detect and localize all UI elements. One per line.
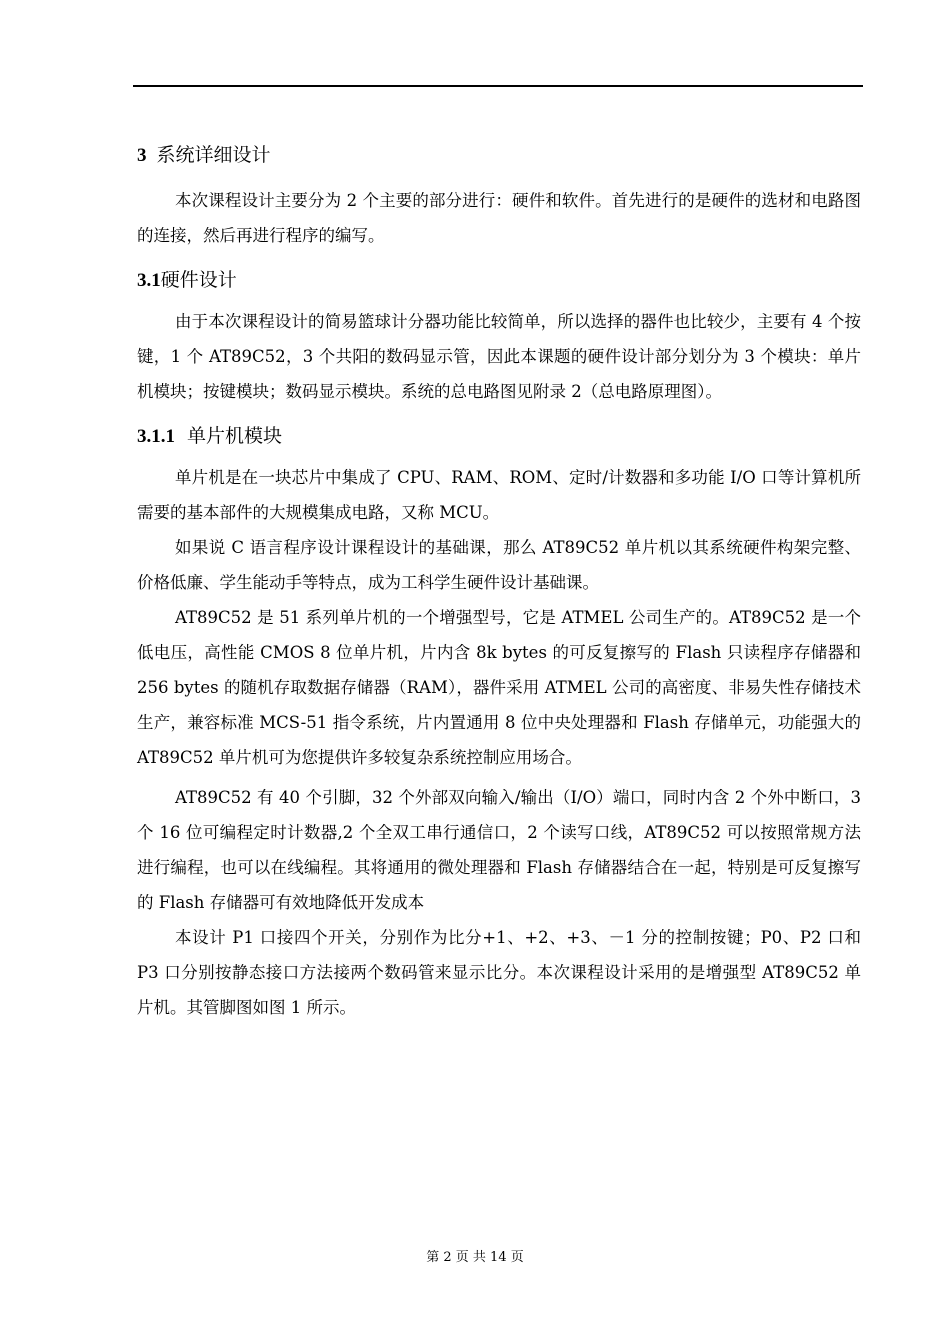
document-body [137, 138, 861, 1025]
subsection-number: 3.1 [137, 270, 161, 291]
subsubsection-title: 单片机模块 [187, 425, 283, 447]
body-paragraph: 本设计 P1 口接四个开关，分别作为比分+1、+2、+3、－1 分的控制按键；P0、P2 口和 P3 口分别按静态接口方法接两个数码管来显示比分。本次课程设计采用的是增强型 AT89C52 单片机。其管脚图如图 1 所示。 [137, 928, 861, 1017]
section-title: 系统详细设计 [156, 144, 271, 166]
page-footer: 第 2 页 共 14 页 [426, 1250, 524, 1265]
header-rule [133, 85, 863, 87]
body-paragraph: 单片机是在一块芯片中集成了 CPU、RAM、ROM、定时/计数器和多功能 I/O 口等计算机所需要的基本部件的大规模集成电路，又称 MCU。 [137, 468, 861, 522]
section-heading [137, 138, 861, 173]
body-paragraph: AT89C52 有 40 个引脚，32 个外部双向输入/输出（I/O）端口，同时内含 2 个外中断口，3 个 16 位可编程定时计数器,2 个全双工串行通信口，2 个读写口线，AT89C52 可以按照常规方法进行编程，也可以在线编程。其将通用的微处理器和 Flash 存储器结合在一起，特别是可反复擦写的 Flash 存储器可有效地降低开发成本 [137, 788, 861, 912]
subsection-heading [137, 263, 861, 298]
subsubsection-number: 3.1.1 [137, 426, 175, 447]
subsection-title: 硬件设计 [160, 269, 237, 291]
subsubsection-heading [137, 419, 861, 454]
body-paragraph: 如果说 C 语言程序设计课程设计的基础课，那么 AT89C52 单片机以其系统硬件构架完整、价格低廉、学生能动手等特点，成为工科学生硬件设计基础课。 [137, 538, 861, 592]
body-paragraph: AT89C52 是 51 系列单片机的一个增强型号，它是 ATMEL 公司生产的。AT89C52 是一个低电压，高性能 CMOS 8 位单片机，片内含 8k bytes 的可反复擦写的 Flash 只读程序存储器和 256 bytes 的随机存取数据存储器（RAM），器件采用 ATMEL 公司的高密度、非易失性存储技术生产，兼容标准 MCS-51 指令系统，片内置通用 8 位中央处理器和 Flash 存储单元，功能强大的 AT89C52 单片机可为您提供许多较复杂系统控制应用场合。 [137, 608, 861, 767]
section-number: 3 [137, 145, 147, 166]
subsection-intro-paragraph: 由于本次课程设计的简易篮球计分器功能比较简单，所以选择的器件也比较少，主要有 4 个按键，1 个 AT89C52，3 个共阳的数码显示管，因此本课题的硬件设计部分划分为 3 个模块：单片机模块；按键模块；数码显示模块。系统的总电路图见附录 2（总电路原理图）。 [137, 312, 861, 401]
section-intro-paragraph: 本次课程设计主要分为 2 个主要的部分进行：硬件和软件。首先进行的是硬件的选材和电路图的连接，然后再进行程序的编写。 [137, 191, 861, 245]
